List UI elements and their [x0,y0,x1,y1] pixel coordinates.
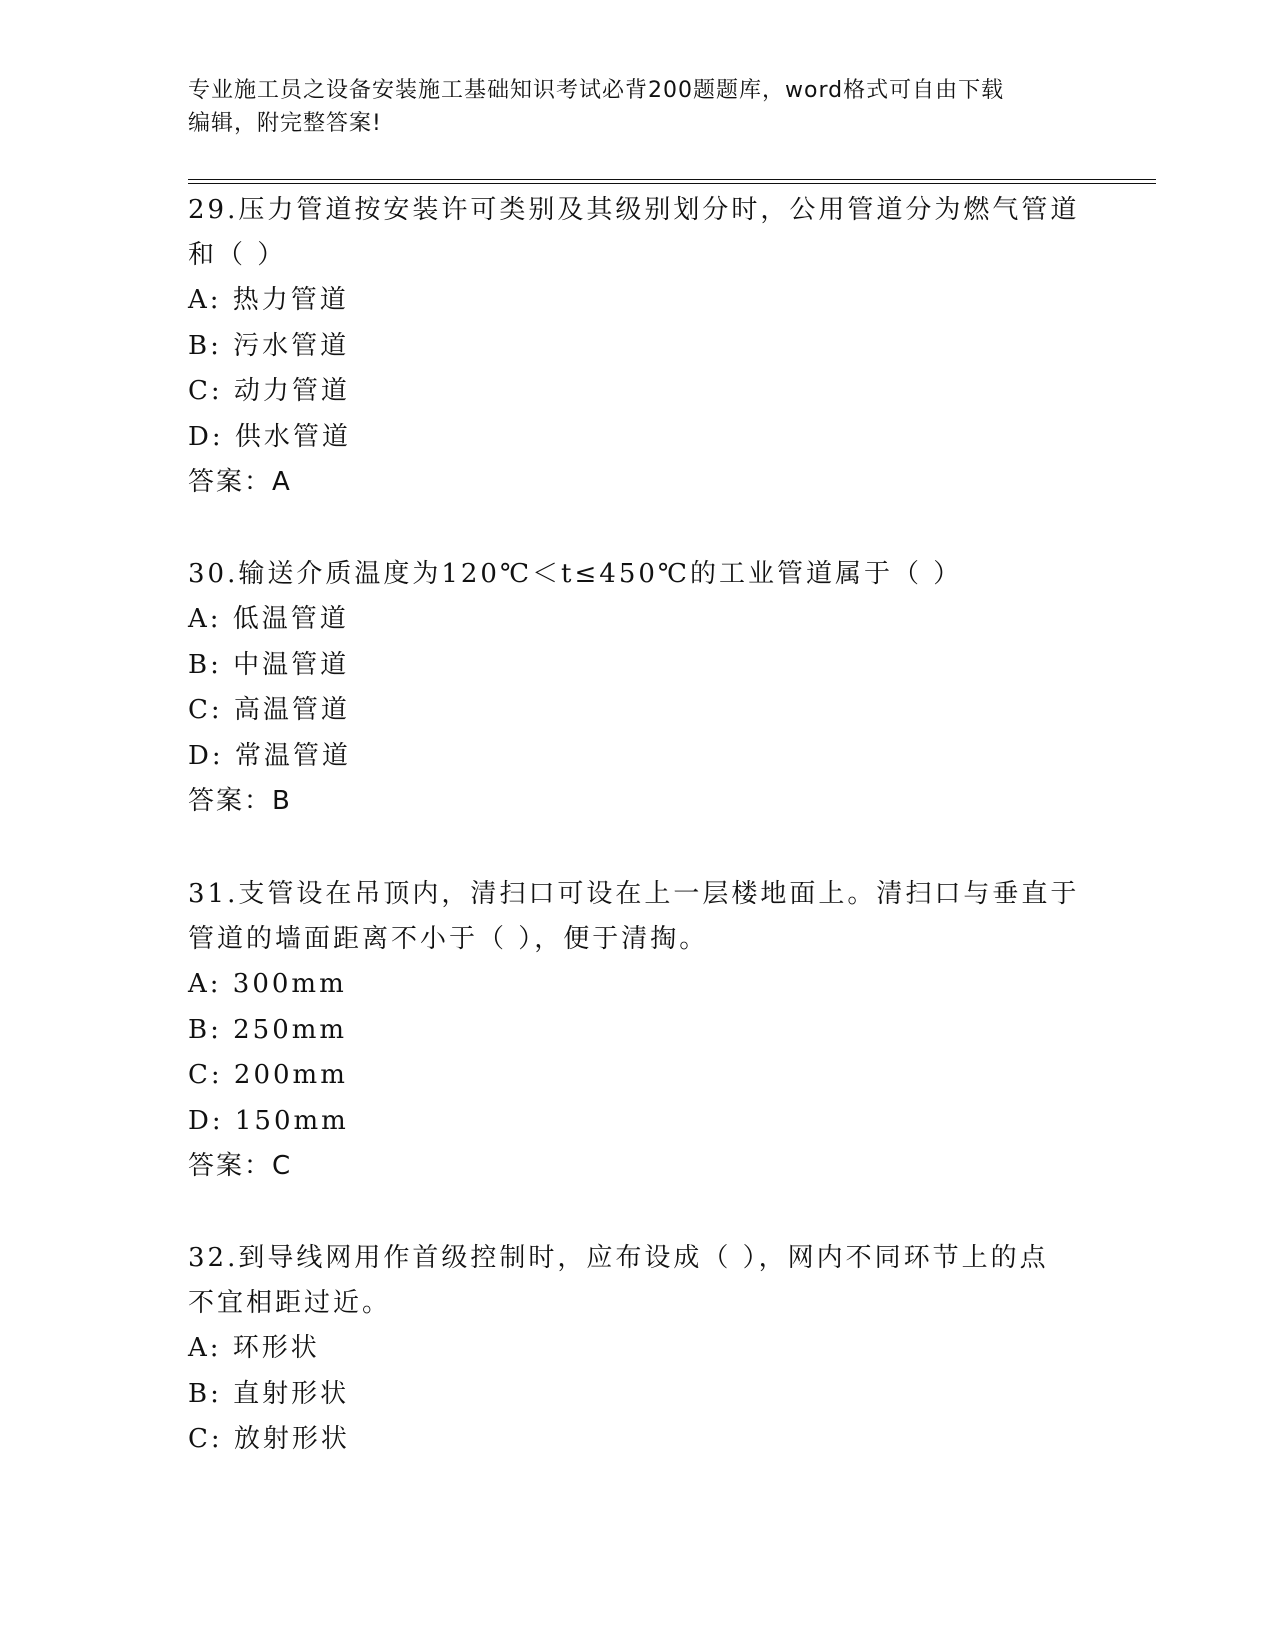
option-c: C: 放射形状 [188,1424,350,1454]
header-line-1: 专业施工员之设备安装施工基础知识考试必背200题题库，word格式可自由下载 [188,78,1005,103]
answer: 答案：B [188,786,292,816]
option-d: D: 供水管道 [188,421,351,452]
option-b: B: 中温管道 [188,649,350,680]
question-text-line-1: 29.压力管道按安装许可类别及其级别划分时，公用管道分为燃气管道 [188,195,1080,225]
answer: 答案：C [188,1151,293,1181]
option-b: B: 250mm [188,1014,348,1045]
option-c: C: 200mm [188,1060,348,1090]
option-b: B: 污水管道 [188,330,350,361]
question-30 [188,552,1088,825]
option-d: D: 150mm [188,1105,349,1136]
option-c: C: 动力管道 [188,376,350,406]
question-text-line-1: 32.到导线网用作首级控制时，应布设成（ ），网内不同环节上的点 [188,1243,1049,1273]
question-29 [188,188,1088,506]
document-header [188,74,1088,140]
option-b: B: 直射形状 [188,1378,350,1409]
header-divider-top [188,179,1156,180]
question-text-line-1: 31.支管设在吊顶内，清扫口可设在上一层楼地面上。清扫口与垂直于 [188,879,1080,909]
header-line-2: 编辑，附完整答案! [188,111,382,136]
question-32 [188,1236,1088,1463]
option-a: A: 热力管道 [188,285,349,315]
answer: 答案：A [188,467,292,497]
question-text-line-2: 不宜相距过近。 [188,1288,392,1318]
question-31 [188,872,1088,1190]
option-a: A: 300mm [188,969,347,999]
header-divider-bottom [188,183,1156,184]
option-a: A: 低温管道 [188,604,349,634]
question-text-line-1: 30.输送介质温度为120℃＜t≤450℃的工业管道属于（ ） [188,559,963,589]
question-text-line-2: 管道的墙面距离不小于（ ），便于清掏。 [188,924,709,954]
option-a: A: 环形状 [188,1333,320,1363]
question-text-line-2: 和（ ） [188,240,287,270]
option-d: D: 常温管道 [188,740,351,771]
option-c: C: 高温管道 [188,695,350,725]
